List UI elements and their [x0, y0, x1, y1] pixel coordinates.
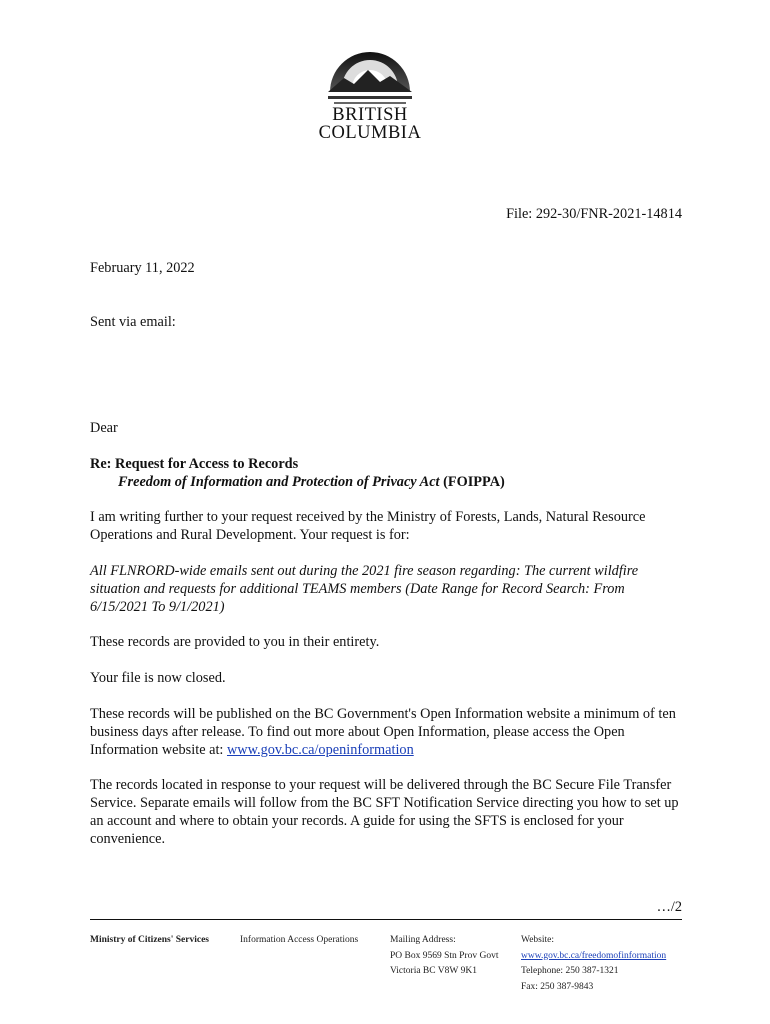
subject-line: Re: Request for Access to Records	[90, 456, 299, 472]
open-information-link[interactable]: www.gov.bc.ca/openinformation	[226, 742, 414, 758]
page-continuation-marker: …/2	[656, 899, 682, 915]
website-link[interactable]: www.gov.bc.ca/freedomofinformation	[521, 950, 667, 961]
fax-number: Fax: 250 387-9843	[521, 981, 594, 992]
act-abbreviation: (FOIPPA)	[443, 474, 505, 490]
paragraph-file-closed: Your file is now closed.	[90, 670, 226, 686]
footer-mailing-address	[390, 933, 498, 980]
website-label: Website:	[521, 935, 555, 945]
paragraph-records-provided: These records are provided to you in their entirety.	[90, 634, 380, 650]
mailing-label: Mailing Address:	[390, 935, 456, 945]
paragraph-request-text: All FLNRORD-wide emails sent out during the 2021 fire season regarding: The current wildfire situation and requests for additional TEAMS members (Date Range for Record Search: From 6/15/2021 To 9/1/2021)	[90, 563, 639, 615]
paragraph-secure-file-transfer: The records located in response to your request will be delivered through the BC Secure File Transfer Service. Separate emails will follow from the BC SFT Notification Service directing you how to set up an account and where to obtain your records. A guide for using the SFTS is enclosed for your convenience.	[90, 777, 679, 847]
open-information-text: These records will be published on the BC Government's Open Information website a minimum of ten business days after release. To find out more about Open Information, please access the Open Information website at:	[90, 706, 676, 758]
branch-name: Information Access Operations	[240, 935, 359, 945]
mailing-line-2: Victoria BC V8W 9K1	[390, 966, 477, 976]
footer-ministry	[90, 933, 209, 949]
letter-date: February 11, 2022	[90, 260, 195, 276]
file-reference: File: 292-30/FNR-2021-14814	[506, 206, 682, 222]
footer-contact	[521, 933, 666, 995]
logo-line-british: BRITISH	[332, 105, 408, 125]
telephone-number: Telephone: 250 387-1321	[521, 966, 619, 976]
salutation: Dear	[90, 420, 118, 436]
mailing-line-1: PO Box 9569 Stn Prov Govt	[390, 950, 499, 961]
ministry-name: Ministry of Citizens' Services	[90, 935, 209, 945]
bc-government-logo	[310, 44, 430, 146]
logo-line-columbia: COLUMBIA	[318, 123, 422, 143]
footer-branch	[240, 933, 358, 949]
paragraph-open-information	[90, 705, 682, 759]
paragraph-request-intro: I am writing further to your request received by the Ministry of Forests, Lands, Natural Resource Operations and Rural Development. Your request is for:	[90, 509, 646, 543]
footer-divider	[90, 919, 682, 920]
sent-via-line: Sent via email:	[90, 314, 176, 330]
subject-act-line	[118, 473, 505, 491]
bc-sun-mountains-icon	[324, 44, 416, 106]
act-name: Freedom of Information and Protection of Privacy Act	[118, 474, 440, 490]
